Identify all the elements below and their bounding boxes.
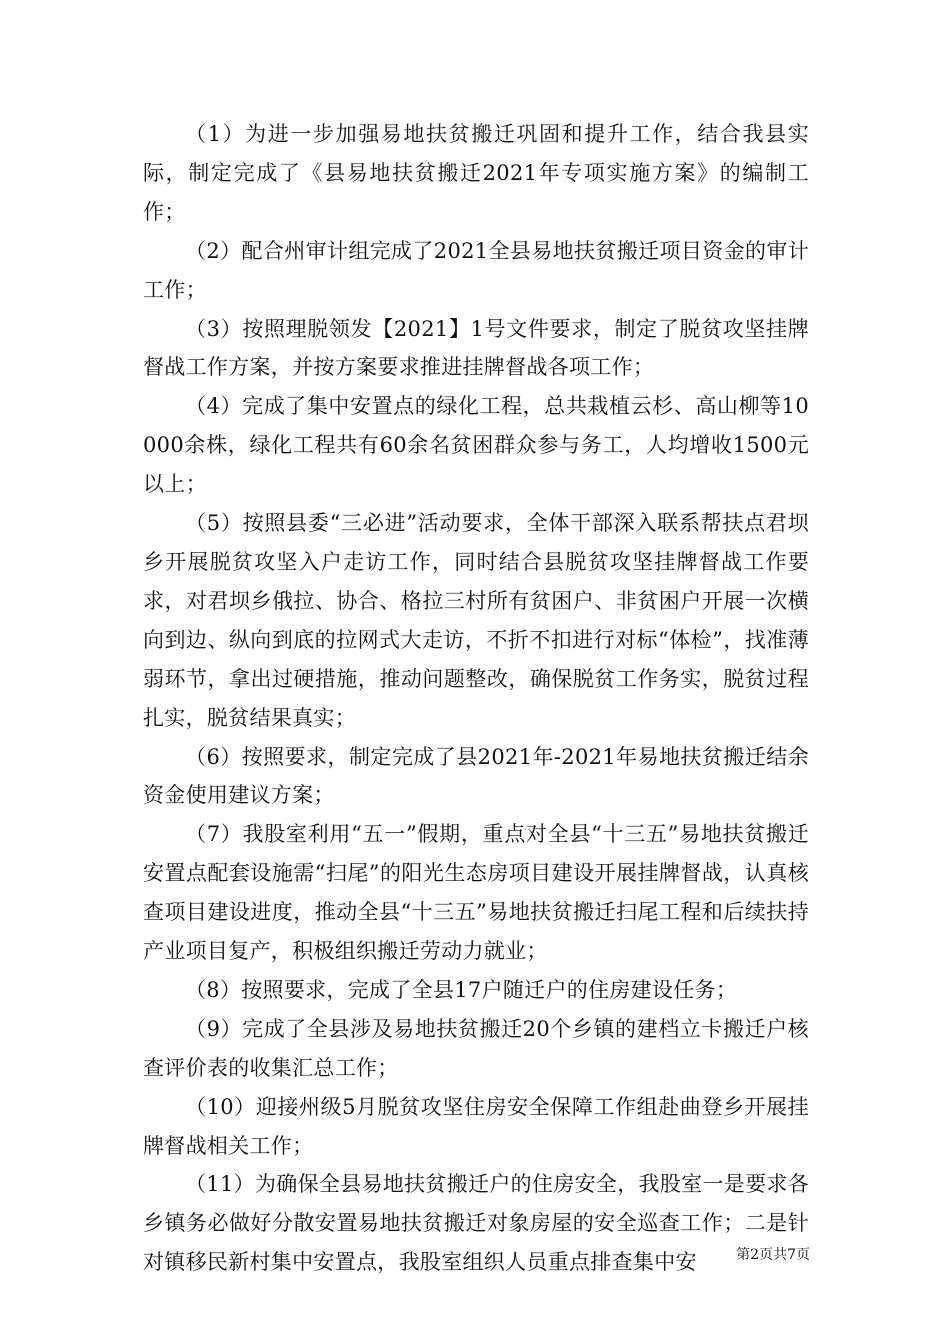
document-body xyxy=(143,115,809,1282)
paragraph-10: （10）迎接州级5月脱贫攻坚住房安全保障工作组赴曲登乡开展挂牌督战相关工作； xyxy=(143,1094,809,1158)
paragraph-5: （5）按照县委“三必进”活动要求，全体干部深入联系帮扶点君坝乡开展脱贫攻坚入户走访工作，同时结合县脱贫攻坚挂牌督战工作要求，对君坝乡俄拉、协合、格拉三村所有贫困户、非贫困户开展一次横向到边、纵向到底的拉网式大走访，不折不扣进行对标“体检”，找准薄弱环节，拿出过硬措施，推动问题整改，确保脱贫工作务实，脱贫过程扎实，脱贫结果真实； xyxy=(143,511,809,730)
paragraph-9: （9）完成了全县涉及易地扶贫搬迁20个乡镇的建档立卡搬迁户核查评价表的收集汇总工作； xyxy=(143,1016,809,1080)
paragraph-3: （3）按照理脱领发【2021】1号文件要求，制定了脱贫攻坚挂牌督战工作方案，并按方案要求推进挂牌督战各项工作； xyxy=(143,316,809,380)
page-number: 第2页共7页 xyxy=(736,1247,810,1263)
paragraph-1: （1）为进一步加强易地扶贫搬迁巩固和提升工作，结合我县实际，制定完成了《县易地扶贫搬迁2021年专项实施方案》的编制工作； xyxy=(143,122,809,224)
paragraph-8: （8）按照要求，完成了全县17户随迁户的住房建设任务； xyxy=(185,977,738,1002)
paragraph-7: （7）我股室利用“五一”假期，重点对全县“十三五”易地扶贫搬迁安置点配套设施需“扫尾”的阳光生态房项目建设开展挂牌督战，认真核查项目建设进度，推动全县“十三五”易地扶贫搬迁扫尾工程和后续扶持产业项目复产，积极组织搬迁劳动力就业； xyxy=(143,822,809,964)
paragraph-11: （11）为确保全县易地扶贫搬迁户的住房安全，我股室一是要求各乡镇务必做好分散安置易地扶贫搬迁对象房屋的安全巡查工作；二是针对镇移民新村集中安置点，我股室组织人员重点排查集中安 xyxy=(143,1172,809,1275)
paragraph-6: （6）按照要求，制定完成了县2021年-2021年易地扶贫搬迁结余资金使用建议方案； xyxy=(143,744,809,808)
paragraph-4: （4）完成了集中安置点的绿化工程，总共栽植云杉、高山柳等10000余株，绿化工程共有60余名贫困群众参与务工，人均增收1500元以上； xyxy=(143,394,809,497)
paragraph-2: （2）配合州审计组完成了2021全县易地扶贫搬迁项目资金的审计工作； xyxy=(143,238,809,302)
